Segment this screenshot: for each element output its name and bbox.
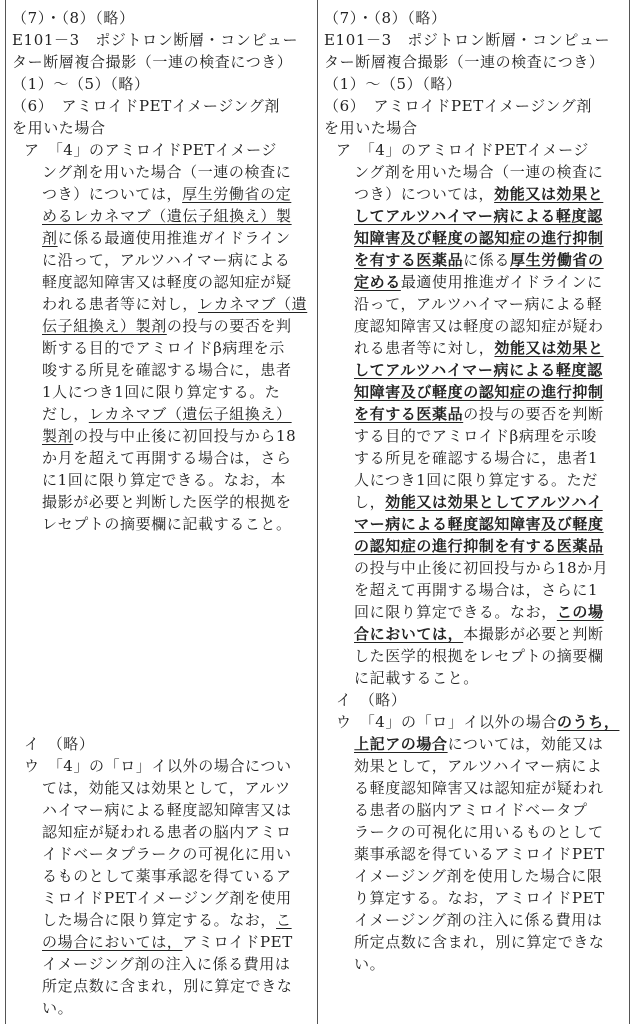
text-line: [354, 932, 605, 952]
text-segment: （7）・（8）（略）: [324, 9, 447, 27]
text-line: [42, 844, 292, 864]
amended-text: この場: [556, 603, 604, 621]
text-segment: の投与の要否を判: [166, 317, 292, 335]
amended-text: レカネマブ（遺: [198, 295, 308, 313]
text-line: [336, 690, 407, 710]
text-segment: 断する目的でアミロイドβ病理を示: [42, 339, 285, 357]
amended-text: 効能又は効果と: [494, 185, 604, 203]
text-line: [42, 426, 296, 446]
text-segment: 認知症が疑われる患者の脳内アミロ: [42, 823, 292, 841]
text-segment: るものとして薬事承認を得ているア: [42, 867, 292, 885]
text-line: [354, 778, 604, 798]
text-segment: の投与中止後に初回投与から18か月: [354, 559, 609, 577]
text-line: [12, 118, 106, 138]
text-segment: の投与中止後に初回投与から18: [73, 427, 297, 445]
text-segment: （6） アミロイドPETイメージング剤: [324, 97, 592, 115]
amended-text: の場合においては，: [42, 933, 183, 951]
text-segment: アミロイドPET: [182, 933, 293, 951]
text-line: [354, 404, 604, 424]
text-line: [354, 954, 385, 974]
text-segment: した医学的根拠をレセプトの摘要欄: [354, 647, 604, 665]
text-line: [354, 646, 604, 666]
text-line: [354, 668, 479, 688]
amended-text: のうち，: [557, 713, 620, 731]
text-line: [12, 74, 150, 94]
text-segment: イドベータプラークの可視化に用い: [42, 845, 292, 863]
text-segment: 唆する所見を確認する場合に，患者: [42, 361, 292, 379]
text-line: [24, 756, 292, 776]
text-line: [42, 404, 292, 424]
text-line: [42, 316, 292, 336]
text-line: [42, 382, 280, 402]
text-segment: する所見を確認する場合に，患者1: [354, 449, 599, 467]
text-segment: E101－3 ポジトロン断層・コンピュー: [12, 31, 299, 49]
left-column-revised-text: [8, 0, 316, 1024]
text-line: [42, 910, 292, 930]
text-segment: を用いた場合: [324, 119, 418, 137]
text-line: [324, 8, 447, 28]
text-line: [42, 954, 290, 974]
text-line: [12, 52, 293, 72]
text-line: [42, 888, 292, 908]
text-segment: 1人につき1回に限り算定する。た: [42, 383, 281, 401]
right-border: [629, 0, 630, 1024]
text-line: [42, 228, 291, 248]
amended-text: めるレカネマブ（遺伝子組換え）製: [42, 207, 292, 225]
text-segment: E101－3 ポジトロン断層・コンピュー: [324, 31, 611, 49]
text-segment: 効果として，アルツハイマー病によ: [354, 757, 603, 775]
text-segment: り算定する。なお，アミロイドPET: [354, 889, 605, 907]
text-segment: い。: [42, 999, 74, 1017]
text-line: [42, 800, 292, 820]
text-line: [354, 426, 597, 446]
text-line: [354, 866, 602, 886]
text-segment: ては，効能又は効果として，アルツ: [42, 779, 291, 797]
text-line: [336, 712, 619, 732]
text-line: [354, 734, 603, 754]
text-line: [354, 206, 603, 226]
text-line: [324, 96, 592, 116]
text-segment: に係る: [463, 251, 511, 269]
text-segment: ア 「4」のアミロイドPETイメージ: [24, 141, 277, 159]
text-line: [354, 888, 605, 908]
text-segment: を用いた場合: [12, 119, 106, 137]
text-line: [42, 448, 292, 468]
text-line: [354, 492, 603, 512]
amended-text: 効能又は効果としてアルツハイ: [385, 493, 603, 511]
text-line: [42, 360, 292, 380]
text-segment: イメージング剤の注入に係る費用は: [42, 955, 291, 973]
text-segment: か月を超えて再開する場合は，さら: [42, 449, 292, 467]
text-line: [354, 250, 604, 270]
text-segment: イ （略）: [336, 691, 407, 709]
amended-text: してアルツハイマー病による軽度認: [354, 207, 603, 225]
text-segment: つき）については，: [354, 185, 495, 203]
text-line: [354, 558, 608, 578]
text-segment: 人につき1回に限り算定する。ただ: [354, 471, 598, 489]
left-border: [5, 0, 6, 1024]
text-segment: だし，: [42, 405, 89, 423]
text-segment: レセプトの摘要欄に記載すること。: [42, 515, 292, 533]
text-line: [42, 250, 290, 270]
text-line: [354, 338, 604, 358]
text-line: [354, 382, 604, 402]
text-line: [354, 360, 603, 380]
amended-text: マー病による軽度認知障害及び軽度: [354, 515, 604, 533]
text-line: [42, 514, 292, 534]
text-line: [336, 140, 589, 160]
amended-text: 効能又は効果と: [494, 339, 604, 357]
text-segment: つき）については，: [42, 185, 183, 203]
text-segment: ウ 「4」の「ロ」イ以外の場合につい: [24, 757, 292, 775]
text-segment: る患者の脳内アミロイドベータプ: [354, 801, 588, 819]
text-segment: 度認知障害又は軽度の認知症が疑わ: [354, 317, 604, 335]
text-line: [42, 932, 293, 952]
text-segment: ング剤を用いた場合（一連の検査に: [354, 163, 604, 181]
text-line: [354, 294, 602, 314]
text-segment: イメージング剤を使用した場合に限: [354, 867, 603, 885]
text-segment: イ （略）: [24, 735, 95, 753]
text-segment: い。: [354, 955, 386, 973]
text-segment: 所定点数に含まれ，別に算定できな: [42, 977, 293, 995]
amended-text: 伝子組換え）製剤: [42, 317, 167, 335]
text-segment: 最適使用推進ガイドラインに: [400, 273, 603, 291]
text-segment: については，効能又は: [447, 735, 604, 753]
text-line: [354, 448, 598, 468]
text-line: [42, 492, 292, 512]
text-segment: し，: [354, 493, 386, 511]
text-line: [42, 866, 292, 886]
text-line: [354, 822, 604, 842]
text-line: [42, 206, 292, 226]
text-segment: ハイマー病による軽度認知障害又は: [42, 801, 292, 819]
text-line: [42, 162, 291, 182]
text-segment: ター断層複合撮影（一連の検査につき）: [324, 53, 605, 71]
text-line: [24, 140, 277, 160]
text-line: [354, 514, 604, 534]
text-segment: 軽度認知障害又は軽度の認知症が疑: [42, 273, 292, 291]
amended-text: こ: [276, 911, 292, 929]
text-line: [324, 74, 462, 94]
text-line: [354, 536, 604, 556]
text-segment: ラークの可視化に用いるものとして: [354, 823, 604, 841]
text-segment: ング剤を用いた場合（一連の検査に: [42, 163, 292, 181]
text-line: [354, 316, 604, 336]
text-segment: れる患者等に対し，: [354, 339, 495, 357]
text-segment: われる患者等に対し，: [42, 295, 199, 313]
text-line: [354, 580, 598, 600]
text-segment: 薬事承認を得ているアミロイドPET: [354, 845, 605, 863]
text-segment: ター断層複合撮影（一連の検査につき）: [12, 53, 293, 71]
text-segment: ミロイドPETイメージング剤を使用: [42, 889, 292, 907]
text-line: [42, 998, 73, 1018]
amended-text: の認知症の進行抑制を有する医薬品: [354, 537, 604, 555]
text-segment: 回に限り算定できる。なお，: [354, 603, 557, 621]
text-segment: （1）～（5）（略）: [324, 75, 462, 93]
text-line: [354, 602, 604, 622]
text-segment: ア 「4」のアミロイドPETイメージ: [336, 141, 589, 159]
text-line: [354, 272, 603, 292]
text-line: [354, 470, 598, 490]
amended-text: 上記アの場合: [354, 735, 448, 753]
center-divider: [317, 0, 318, 1024]
amended-text: 定める: [354, 273, 401, 291]
text-segment: （1）～（5）（略）: [12, 75, 150, 93]
text-line: [24, 734, 95, 754]
amended-text: 合においては，: [354, 625, 464, 643]
text-segment: する目的でアミロイドβ病理を示唆: [354, 427, 597, 445]
text-line: [354, 756, 602, 776]
text-line: [354, 910, 602, 930]
text-line: [354, 624, 604, 644]
text-line: [42, 338, 285, 358]
text-line: [12, 30, 298, 50]
text-segment: ウ 「4」の「ロ」イ以外の場合: [336, 713, 558, 731]
text-line: [324, 52, 605, 72]
right-column-current-text: [320, 0, 628, 1024]
text-segment: した場合に限り算定する。なお，: [42, 911, 277, 929]
amended-text: レカネマブ（遺伝子組換え）: [88, 405, 292, 423]
text-line: [12, 96, 280, 116]
text-segment: イメージング剤の注入に係る費用は: [354, 911, 603, 929]
text-segment: る軽度認知障害又は認知症が疑われ: [354, 779, 604, 797]
text-line: [324, 118, 418, 138]
text-line: [324, 30, 610, 50]
amended-text: してアルツハイマー病による軽度認: [354, 361, 603, 379]
text-segment: 所定点数に含まれ，別に算定できな: [354, 933, 605, 951]
amended-text: 厚生労働省の: [510, 251, 604, 269]
amended-text: 知障害及び軽度の認知症の進行抑制: [354, 383, 604, 401]
text-line: [42, 976, 293, 996]
amended-text: 剤: [42, 229, 58, 247]
text-line: [42, 470, 286, 490]
text-segment: に1回に限り算定できる。なお，本: [42, 471, 287, 489]
text-line: [42, 822, 292, 842]
text-segment: を超えて再開する場合は，さらに1: [354, 581, 599, 599]
text-segment: に係る最適使用推進ガイドライン: [57, 229, 291, 247]
text-segment: の投与の要否を判断: [463, 405, 604, 423]
text-segment: （7）・（8）（略）: [12, 9, 135, 27]
text-segment: （6） アミロイドPETイメージング剤: [12, 97, 280, 115]
amended-text: を有する医薬品: [354, 405, 464, 423]
text-line: [354, 844, 605, 864]
text-line: [42, 778, 291, 798]
amended-text: 厚生労働省の定: [182, 185, 292, 203]
text-segment: 撮影が必要と判断した医学的根拠を: [42, 493, 292, 511]
text-line: [354, 184, 603, 204]
text-line: [42, 184, 291, 204]
text-line: [354, 228, 604, 248]
text-segment: 本撮影が必要と判断: [463, 625, 604, 643]
text-line: [354, 162, 603, 182]
text-segment: に沿って，アルツハイマー病による: [42, 251, 291, 269]
amended-text: 知障害及び軽度の認知症の進行抑制: [354, 229, 604, 247]
text-line: [42, 294, 307, 314]
text-segment: に記載すること。: [354, 669, 479, 687]
text-segment: 沿って，アルツハイマー病による軽: [354, 295, 603, 313]
text-line: [42, 272, 292, 292]
amended-text: を有する医薬品: [354, 251, 464, 269]
amended-text: 製剤: [42, 427, 74, 445]
text-line: [354, 800, 588, 820]
text-line: [12, 8, 135, 28]
